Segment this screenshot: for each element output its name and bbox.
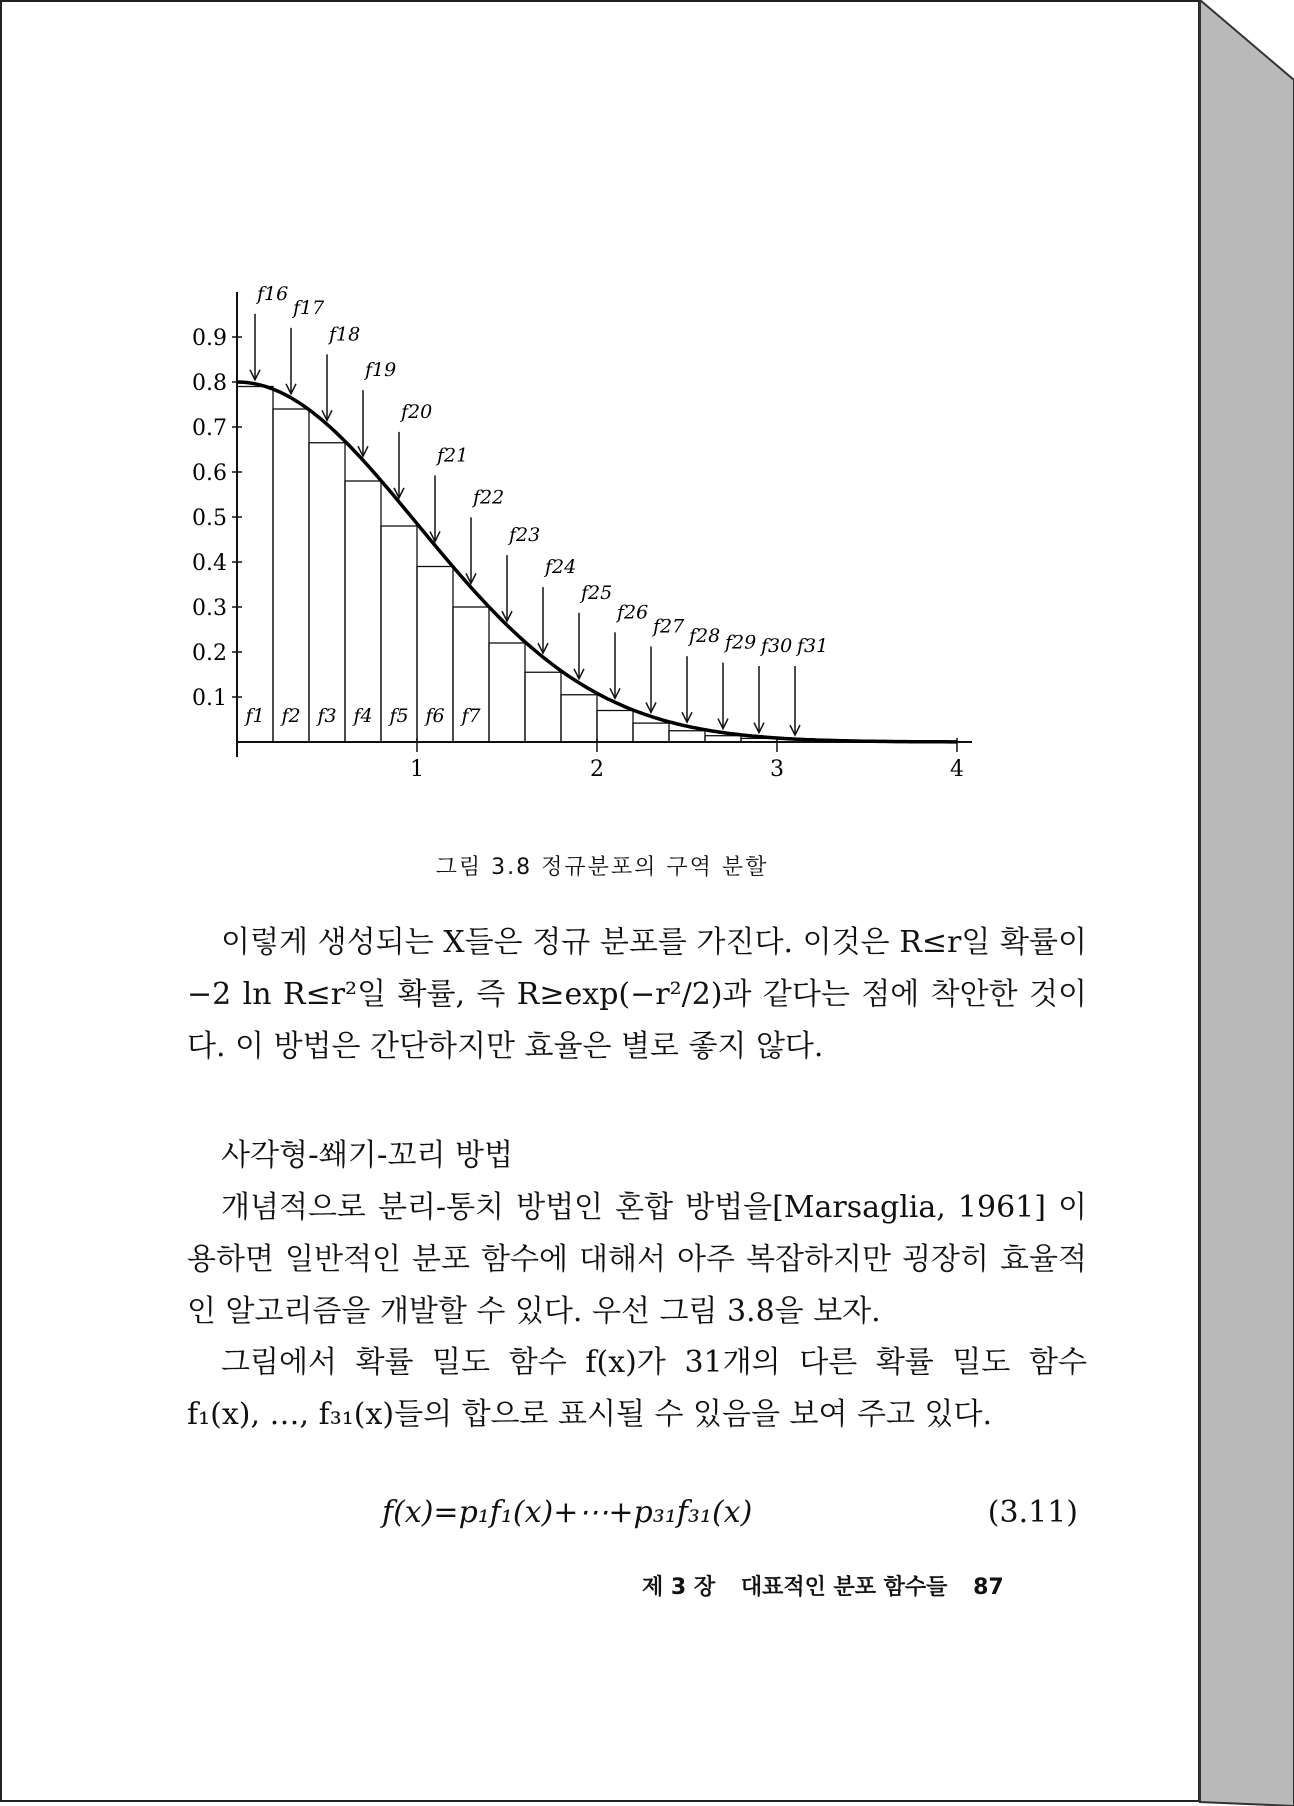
- x-tick-label: 1: [410, 757, 424, 782]
- wedge-label: f24: [545, 556, 577, 579]
- rect-label: f7: [461, 704, 481, 727]
- figure-caption: 그림 3.8 정규분포의 구역 분할: [435, 855, 769, 880]
- wedge-label: f21: [437, 444, 469, 467]
- rect-label: f6: [425, 704, 445, 727]
- wedge-label: f29: [725, 631, 757, 654]
- wedge-label: f16: [257, 282, 289, 305]
- x-tick-label: 2: [590, 757, 604, 782]
- paragraph-1: 이렇게 생성되는 X들은 정규 분포를 가진다. 이것은 R≤r일 확률이 −2 ln R≤r²일 확률, 즉 R≥exp(−r²/2)과 같다는 점에 착안한 것이다. 이 방법은 간단하지만 효율은 별로 좋지 않다.: [187, 925, 1087, 1064]
- wedge-label: f26: [617, 601, 649, 624]
- y-tick-label: 0.1: [192, 686, 227, 711]
- wedge-label: f20: [401, 400, 433, 423]
- wedge-label: f31: [797, 635, 829, 657]
- paragraph-3: 그림에서 확률 밀도 함수 f(x)가 31개의 다른 확률 밀도 함수 f₁(x), …, f₃₁(x)들의 합으로 표시될 수 있음을 보여 주고 있다.: [187, 1345, 1087, 1432]
- y-tick-label: 0.2: [192, 641, 227, 666]
- equation-number: (3.11): [987, 1495, 1078, 1530]
- y-tick-label: 0.4: [192, 551, 227, 576]
- y-tick-label: 0.9: [192, 326, 227, 351]
- y-tick-label: 0.8: [192, 371, 227, 396]
- x-tick-label: 3: [770, 757, 784, 782]
- y-tick-label: 0.5: [192, 506, 227, 531]
- x-tick-label: 4: [950, 757, 964, 782]
- wedge-label: f28: [689, 625, 721, 648]
- wedge-label: f27: [653, 615, 685, 638]
- wedge-label: f25: [581, 581, 613, 604]
- y-tick-label: 0.7: [192, 416, 227, 441]
- footer-chapter: 제 3 장: [642, 1575, 716, 1600]
- equation: f(x)=p₁f₁(x)+⋯+p₃₁f₃₁(x): [382, 1495, 753, 1530]
- rect-label: f4: [353, 704, 373, 727]
- wedge-label: f30: [761, 635, 793, 657]
- wedge-label: f17: [293, 296, 325, 319]
- rect-label: f2: [281, 704, 301, 727]
- rect-label: f1: [245, 704, 265, 727]
- section-heading: 사각형-쐐기-꼬리 방법: [221, 1138, 514, 1173]
- wedge-label: f22: [473, 486, 505, 509]
- paragraph-2: 개념적으로 분리-통치 방법인 혼합 방법을[Marsaglia, 1961] 이용하면 일반적인 분포 함수에 대해서 아주 복잡하지만 굉장히 효율적인 알고리즘을 개발할 수 있다. 우선 그림 3.8을 보자.: [187, 1190, 1087, 1329]
- y-tick-label: 0.3: [192, 596, 227, 621]
- wedge-label: f23: [509, 524, 541, 547]
- y-tick-label: 0.6: [192, 461, 227, 486]
- footer-title: 대표적인 분포 함수들: [740, 1575, 948, 1600]
- wedge-label: f19: [365, 359, 397, 382]
- page-number: 87: [973, 1575, 1004, 1600]
- wedge-label: f18: [329, 323, 361, 346]
- rect-label: f3: [317, 704, 337, 727]
- rect-label: f5: [389, 704, 409, 727]
